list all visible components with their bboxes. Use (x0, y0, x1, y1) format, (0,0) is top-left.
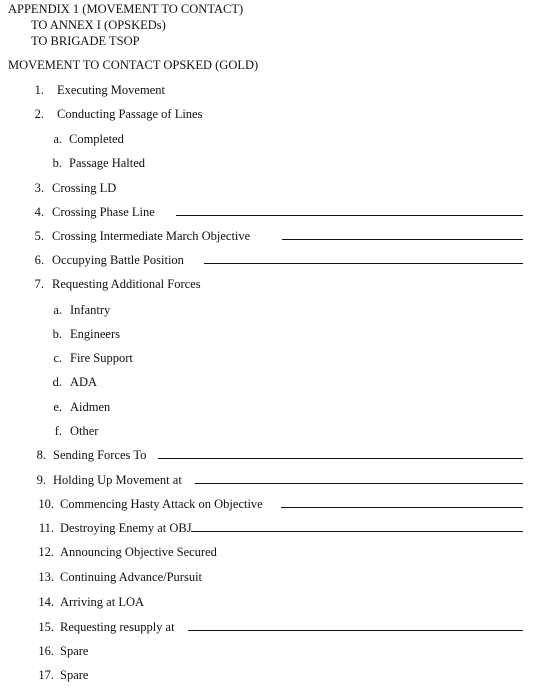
item-label: Engineers (70, 327, 120, 341)
item-number: a. (53, 132, 62, 146)
item-number: 8. (36, 448, 46, 462)
item-label: Arriving at LOA (60, 595, 145, 609)
fill-in-blank-line (188, 630, 523, 631)
list-item (0, 326, 550, 342)
item-label: Holding Up Movement at (53, 473, 182, 487)
list-item (0, 82, 550, 98)
list-item (0, 374, 550, 390)
item-label: Requesting resupply at (60, 620, 175, 634)
item-label: Executing Movement (57, 83, 165, 97)
list-item (0, 276, 550, 292)
item-number: 15. (38, 620, 54, 634)
list-item (0, 423, 550, 439)
page-title: MOVEMENT TO CONTACT OPSKED (GOLD) (8, 58, 259, 72)
item-number: b. (52, 327, 62, 341)
fill-in-blank-line (282, 239, 523, 240)
item-label: Infantry (70, 303, 111, 317)
item-label: Spare (60, 668, 89, 682)
item-number: 6. (34, 253, 44, 267)
list-item (0, 155, 550, 171)
item-label: Crossing Intermediate March Objective (52, 229, 251, 243)
fill-in-blank-line (195, 483, 523, 484)
list-item (0, 619, 550, 635)
item-number: 2. (34, 107, 44, 121)
item-number: 7. (34, 277, 44, 291)
fill-in-blank-line (191, 531, 523, 532)
item-label: Sending Forces To (53, 448, 147, 462)
list-item (0, 399, 550, 415)
list-item (0, 520, 550, 536)
list-item (0, 496, 550, 512)
list-item (0, 643, 550, 659)
list-item (0, 594, 550, 610)
item-label: Completed (69, 132, 124, 146)
item-number: 3. (34, 181, 44, 195)
list-item (0, 131, 550, 147)
list-item (0, 667, 550, 683)
item-label: Occupying Battle Position (52, 253, 184, 267)
item-label: Aidmen (70, 400, 111, 414)
item-number: f. (54, 424, 62, 438)
list-item (0, 228, 550, 244)
item-number: 9. (36, 473, 46, 487)
item-number: c. (53, 351, 62, 365)
item-number: 13. (38, 570, 54, 584)
item-label: Crossing Phase Line (52, 205, 155, 219)
fill-in-blank-line (158, 458, 523, 459)
item-number: 12. (38, 545, 54, 559)
list-item (0, 569, 550, 585)
item-number: 4. (34, 205, 44, 219)
list-item (0, 544, 550, 560)
appendix-heading: APPENDIX 1 (MOVEMENT TO CONTACT) (8, 2, 244, 16)
item-label: Passage Halted (69, 156, 146, 170)
fill-in-blank-line (204, 263, 523, 264)
item-label: Conducting Passage of Lines (57, 107, 203, 121)
item-number: b. (52, 156, 62, 170)
item-number: 17. (38, 668, 54, 682)
list-item (0, 252, 550, 268)
item-label: Destroying Enemy at OBJ (60, 521, 192, 535)
list-item (0, 106, 550, 122)
item-label: Continuing Advance/Pursuit (60, 570, 203, 584)
item-number: 10. (38, 497, 54, 511)
item-label: ADA (70, 375, 98, 389)
item-label: Announcing Objective Secured (60, 545, 217, 559)
list-item (0, 204, 550, 220)
item-number: 16. (38, 644, 54, 658)
item-number: 11. (38, 521, 54, 535)
fill-in-blank-line (176, 215, 523, 216)
list-item (0, 350, 550, 366)
item-number: e. (53, 400, 62, 414)
list-item (0, 447, 550, 463)
list-item (0, 180, 550, 196)
item-number: 5. (34, 229, 44, 243)
list-item (0, 472, 550, 488)
item-number: 14. (38, 595, 54, 609)
annex-reference: TO ANNEX I (OPSKEDs) (31, 18, 166, 32)
item-label: Spare (60, 644, 89, 658)
item-number: a. (53, 303, 62, 317)
item-number: d. (52, 375, 62, 389)
item-number: 1. (34, 83, 44, 97)
item-label: Crossing LD (52, 181, 117, 195)
item-label: Commencing Hasty Attack on Objective (60, 497, 263, 511)
tsop-reference: TO BRIGADE TSOP (31, 34, 140, 48)
item-label: Requesting Additional Forces (52, 277, 201, 291)
list-item (0, 302, 550, 318)
item-label: Fire Support (70, 351, 133, 365)
fill-in-blank-line (281, 507, 523, 508)
item-label: Other (70, 424, 99, 438)
